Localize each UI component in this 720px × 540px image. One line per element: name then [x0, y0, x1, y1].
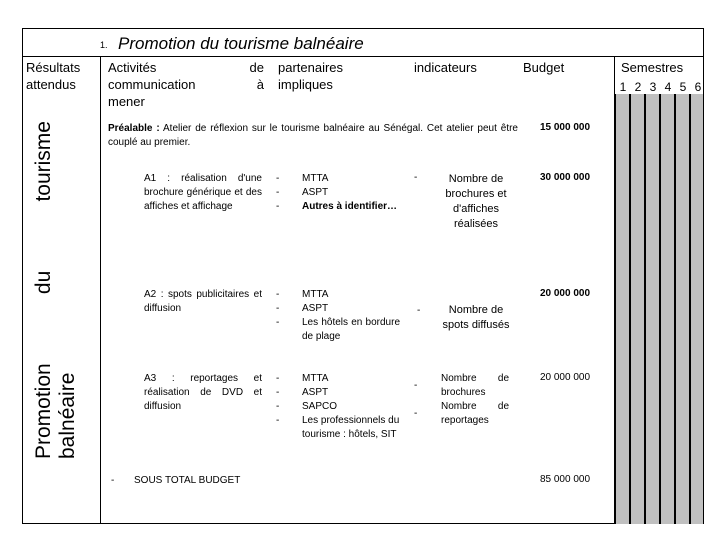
a3-indicator-2: Nombre de reportages [441, 401, 509, 426]
page-title: Promotion du tourisme balnéaire [118, 34, 364, 53]
subtotal-budget: 85 000 000 [539, 474, 591, 485]
semester-col-1 [615, 94, 630, 524]
subtotal-label: SOUS TOTAL BUDGET [134, 475, 241, 486]
semester-number-2: 2 [634, 80, 642, 94]
header-partenaires: partenaires impliques [278, 60, 344, 92]
header-budget: Budget [523, 60, 565, 75]
header-semestres: Semestres [621, 60, 684, 75]
header-resultats: Résultats attendus [26, 60, 81, 92]
title-divider [22, 56, 704, 57]
semester-number-5: 5 [679, 80, 687, 94]
semester-col-4 [660, 94, 675, 524]
a3-indicator-bullets: - - [414, 380, 418, 419]
semester-col-2 [630, 94, 645, 524]
semester-number-3: 3 [649, 80, 657, 94]
activity-a3: A3 : reportages et réalisation de DVD et diffusion [144, 373, 262, 412]
result-label: Promotion du tourisme balnéaire [32, 121, 79, 459]
a3-indicator-1: Nombre de brochures [441, 373, 509, 398]
a3-partners: MTTA ASPT SAPCO Les professionnels du tourisme : hôtels, SIT [302, 373, 400, 440]
a2-indicator: Nombre de spots diffusés [442, 304, 510, 331]
col-divider-1 [100, 56, 101, 524]
section-number: 1. [100, 40, 108, 50]
a2-partners: MTTA ASPT Les hôtels en bordure de plage [302, 289, 400, 342]
header-activites: Activités de communication à mener [108, 60, 264, 109]
semester-col-6 [690, 94, 704, 524]
a1-partner-bullets: - - - [276, 173, 280, 212]
semester-number-1: 1 [619, 80, 627, 94]
activity-a1: A1 : réalisation d'une brochure générique et des affiches et affichage [144, 173, 262, 212]
preamble-text: Préalable : Atelier de réflexion sur le tourisme balnéaire au Sénégal. Cet atelier peut être couplé au premier. [108, 123, 518, 148]
semester-col-3 [645, 94, 660, 524]
preamble-budget: 15 000 000 [539, 122, 591, 133]
semester-number-6: 6 [694, 80, 702, 94]
a2-partner-bullets: - - - [276, 289, 280, 328]
subtotal-bullet: - [111, 475, 115, 486]
a1-budget: 30 000 000 [539, 172, 591, 183]
a2-indicator-bullet: - [417, 305, 421, 316]
a1-partners: MTTA ASPT Autres à identifier… [302, 173, 398, 212]
semester-col-5 [675, 94, 690, 524]
a2-budget: 20 000 000 [539, 288, 591, 299]
a3-budget: 20 000 000 [539, 372, 591, 383]
a3-partner-bullets: - - - - [276, 373, 280, 426]
header-indicateurs: indicateurs [414, 60, 477, 75]
activity-a2: A2 : spots publicitaires et diffusion [144, 289, 262, 314]
a1-indicator: Nombre de brochures et d'affiches réalisées [445, 173, 507, 230]
a1-indicator-bullet: - [414, 172, 418, 183]
semester-number-4: 4 [664, 80, 672, 94]
